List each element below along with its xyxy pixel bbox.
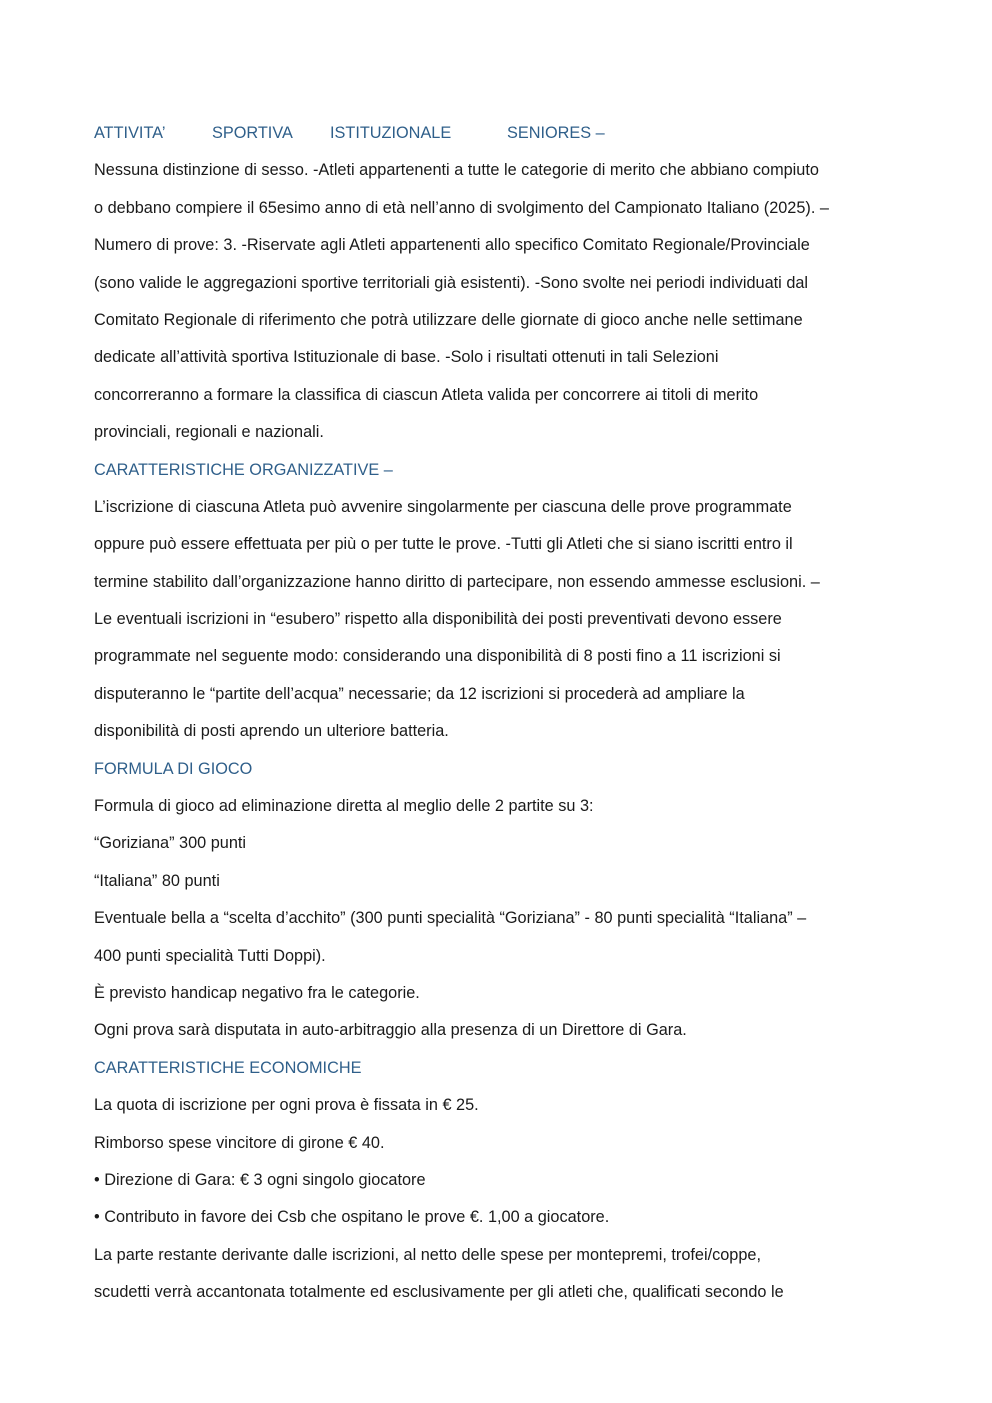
text-line: concorreranno a formare la classifica di ciascun Atleta valida per concorrere ai titoli di merito — [94, 385, 759, 404]
section-title-formula: FORMULA DI GIOCO — [94, 759, 253, 778]
text-line: provinciali, regionali e nazionali. — [94, 423, 324, 442]
text-line: termine stabilito dall’organizzazione hanno diritto di partecipare, non essendo ammesse esclusioni. – — [94, 572, 820, 591]
text-line: (sono valide le aggregazioni sportive territoriali già esistenti). -Sono svolte nei periodi individuati dal — [94, 273, 809, 292]
title-word-2: SPORTIVA — [212, 124, 293, 142]
text-line: Formula di gioco ad eliminazione diretta al meglio delle 2 partite su 3: — [94, 797, 594, 816]
text-line: La quota di iscrizione per ogni prova è fissata in € 25. — [94, 1096, 479, 1115]
paragraph-economiche — [94, 1087, 904, 1311]
text-line: oppure può essere effettuata per più o per tutte le prove. -Tutti gli Atleti che si siano iscritti entro il — [94, 535, 793, 554]
text-line: “Italiana” 80 punti — [94, 871, 220, 890]
text-line: L’iscrizione di ciascuna Atleta può avvenire singolarmente per ciascuna delle prove programmate — [94, 497, 792, 516]
title-word-4: SENIORES – — [507, 124, 605, 142]
text-line: La parte restante derivante dalle iscrizioni, al netto delle spese per montepremi, trofei/coppe, — [94, 1245, 761, 1264]
title-word-1: ATTIVITA’ — [94, 124, 166, 142]
text-line: Comitato Regionale di riferimento che potrà utilizzare delle giornate di gioco anche nelle settimane — [94, 310, 803, 329]
paragraph-attivita — [94, 152, 904, 451]
text-line: Numero di prove: 3. -Riservate agli Atleti appartenenti allo specifico Comitato Regionale/Provinciale — [94, 236, 810, 255]
text-line: scudetti verrà accantonata totalmente ed esclusivamente per gli atleti che, qualificati secondo le — [94, 1283, 784, 1302]
text-line: È previsto handicap negativo fra le categorie. — [94, 983, 420, 1002]
section-title-attivita — [94, 115, 904, 152]
section-title-organizzative: CARATTERISTICHE ORGANIZZATIVE – — [94, 460, 393, 479]
text-line: Le eventuali iscrizioni in “esubero” rispetto alla disponibilità dei posti preventivati devono essere — [94, 610, 782, 629]
text-line: Nessuna distinzione di sesso. -Atleti appartenenti a tutte le categorie di merito che abbiano compiuto — [94, 161, 819, 180]
title-word-3: ISTITUZIONALE — [330, 124, 452, 142]
text-line: “Goriziana” 300 punti — [94, 834, 247, 853]
text-line: Ogni prova sarà disputata in auto-arbitraggio alla presenza di un Direttore di Gara. — [94, 1021, 687, 1040]
text-line: programmate nel seguente modo: considerando una disponibilità di 8 posti fino a 11 iscrizioni si — [94, 647, 781, 666]
text-line: Eventuale bella a “scelta d’acchito” (300 punti specialità “Goriziana” - 80 punti specialità “Italiana” – — [94, 909, 807, 928]
section-title-economiche: CARATTERISTICHE ECONOMICHE — [94, 1058, 362, 1077]
text-line: disponibilità di posti aprendo un ulteriore batteria. — [94, 722, 449, 741]
text-line: 400 punti specialità Tutti Doppi). — [94, 946, 326, 965]
bullet-item: • Contributo in favore dei Csb che ospitano le prove €. 1,00 a giocatore. — [94, 1208, 610, 1227]
document-body — [94, 115, 904, 1312]
paragraph-formula — [94, 788, 904, 1050]
bullet-item: • Direzione di Gara: € 3 ogni singolo giocatore — [94, 1170, 426, 1189]
text-line: dedicate all’attività sportiva Istituzionale di base. -Solo i risultati ottenuti in tali Selezioni — [94, 348, 719, 367]
paragraph-organizzative — [94, 489, 904, 751]
text-line: disputeranno le “partite dell’acqua” necessarie; da 12 iscrizioni si procederà ad ampliare la — [94, 684, 745, 703]
text-line: o debbano compiere il 65esimo anno di età nell’anno di svolgimento del Campionato Italiano (2025). – — [94, 198, 829, 217]
text-line: Rimborso spese vincitore di girone € 40. — [94, 1133, 385, 1152]
